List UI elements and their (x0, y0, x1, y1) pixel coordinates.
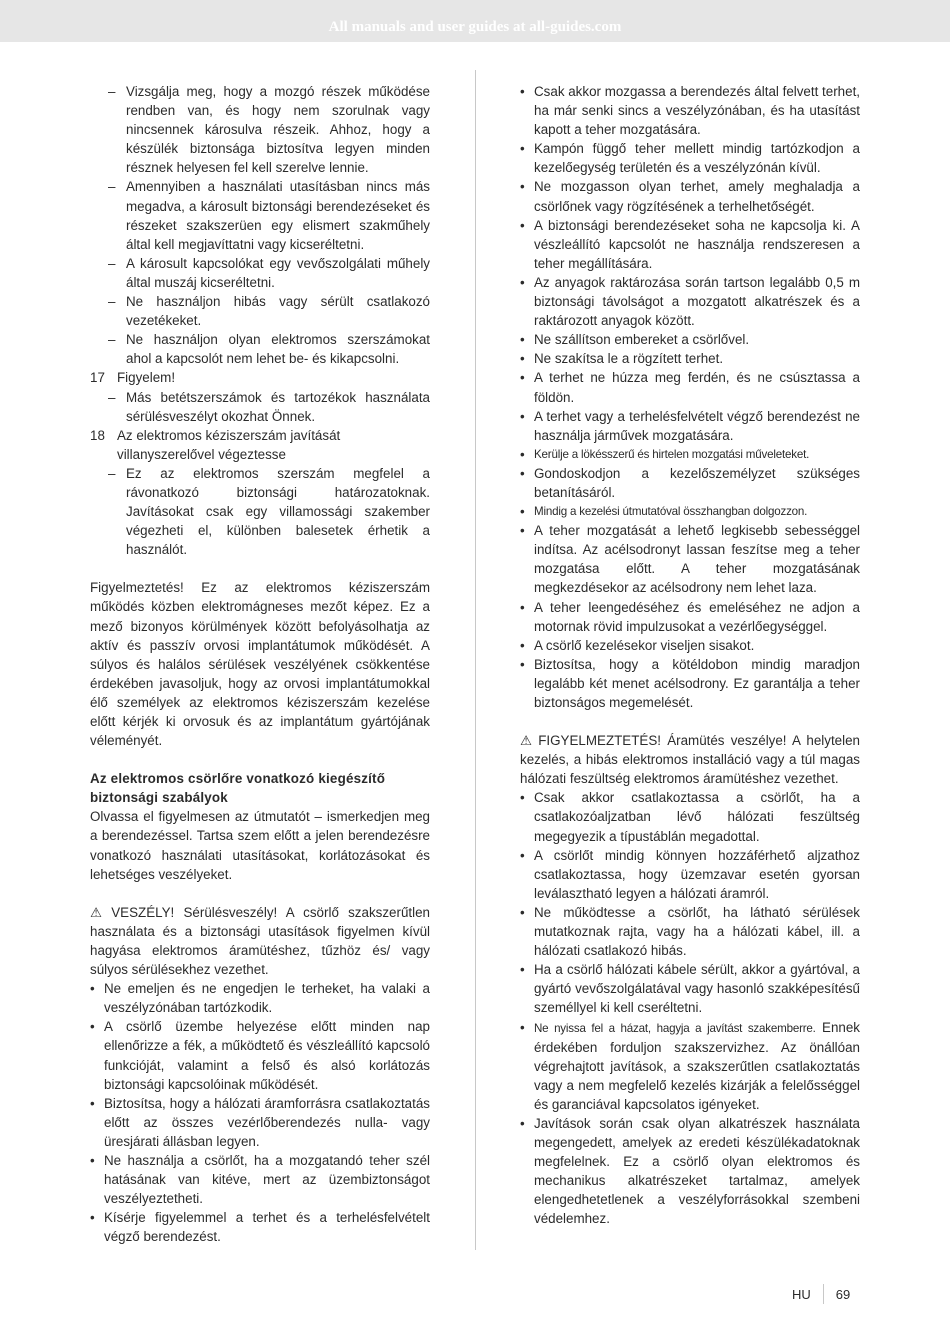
list-item: • Javítások során csak olyan alkatrészek használata megengedett, amelyek az eredeti készülékadatoknak megfelelnek. Ez a csörlő olyan elektromos és mechanikus alkatrészeket tartalmaz, amelyek elengedhetetlenek a veszélyforrásokkal szembeni védelemhez. (520, 1115, 860, 1227)
list-item: – Ne használjon hibás vagy sérült csatlakozó vezetékeket. (108, 294, 430, 329)
list-item: – Más betétszerszámok és tartozékok használata sérülésveszélyt okozhat Önnek. (108, 389, 430, 424)
language-code: HU (792, 1286, 811, 1302)
emf-warning-paragraph: Figyelmeztetés! Ez az elektromos kéziszerszám működés közben elektromágneses mezőt képez. Ez a mező bizonyos körülmények között befolyásolhatja az aktív és passzív orvosi implantátumok működését. A súlyos és halálos sérülések veszélyének csökkentése érdekében javasoljuk, hogy az orvosi implantátumokkal élő személyek az elektromos kéziszerszám kezelése előtt kérjék ki orvosuk és az implantátum gyártójának véleményét. (90, 580, 430, 749)
list-item: • Biztosítsa, hogy a hálózati áramforrásra csatlakoztatás előtt az összes vezérlőberendezés nulla- vagy üresjárati állásban legyen. (90, 1095, 430, 1149)
list-item: • Mindig a kezelési útmutatóval összhangban dolgozzon. (520, 504, 808, 520)
warning-triangle-icon: ⚠ (520, 733, 533, 749)
right-column (520, 82, 860, 1229)
list-item: • Biztosítsa, hogy a kötéldobon mindig maradjon legalább két menet acélsodrony. Ez garantálja a teher biztonságos megemelését. (520, 656, 860, 710)
list-item: • A terhet ne húzza meg ferdén, és ne csúsztassa a földön. (520, 370, 860, 405)
list-item: • Ne emeljen és ne engedjen le terheket, ha valaki a veszélyzónában tartózkodik. (90, 981, 430, 1016)
list-item: • Ha a csörlő hálózati kábele sérült, akkor a gyártóval, a gyártó vevőszolgálatával vagy hasonló szakképesítésű személlyel ki kell cseréltetni. (520, 962, 860, 1016)
list-item: • Kísérje figyelemmel a terhet és a terhelésfelvételt végző berendezést. (90, 1210, 430, 1245)
list-item: – Amennyiben a használati utasításban nincs más megadva, a károsult biztonsági berendezéseket és részeket szakszerüen egy elismert szakműhely által kell megjavíttatni vagy kicseréltetni. (108, 179, 430, 252)
list-item: – Ez az elektromos szerszám megfelel a rávonatkozó biztonsági határozatoknak. Javításokat csak egy villamossági szakember végezheti el, különben balesetek érhetik a használót. (108, 465, 430, 558)
list-item: – A károsult kapcsolókat egy vevőszolgálati műhely által muszáj kicseréltetni. (108, 255, 430, 290)
list-item: • Ne mozgasson olyan terhet, amely meghaladja a csörlőnek vagy rögzítésének a terhelhetőségét. (520, 179, 860, 214)
list-item: • Csak akkor csatlakoztassa a csörlőt, ha a csatlakozóaljzatban lévő hálózati feszültség megegyezik a típustáblán megadottal. (520, 790, 860, 844)
list-item: – Vizsgálja meg, hogy a mozgó részek működése rendben van, és hogy nem szorulnak vagy nincsennek károsulva részeik. Ahhoz, hogy a készülék biztonsága biztosítva legyen minden résznek helyesen fel kell szerelve lennie. (108, 84, 430, 176)
list-item: • A teher mozgatását a lehető legkisebb sebességgel indítsa. Az acélsodronyt lassan feszítse meg a teher mozgatása előtt. A teher mozgatásának megkezdésekor az acélsodrony nem lehet laza. (520, 523, 860, 596)
list-item: • Ne nyissa fel a házat, hagyja a javítást szakemberre. Ennek érdekében forduljon szakszervizhez. Az önállóan végrehajtott javítások, a szakszerűtlen csatlakoztatás vagy a nem megfelelő kezelés kizárják a felelősséggel és garanciával kapcsolatos igényeket. (520, 1019, 860, 1112)
numbered-item-17: 17 Figyelem! (90, 370, 176, 386)
list-item: • A terhet vagy a terhelésfelvételt végző berendezést ne használja járművek mozgatására. (520, 408, 860, 443)
warning-triangle-icon: ⚠ (90, 904, 103, 920)
list-item: • A csörlő kezelésekor viseljen sisakot. (520, 637, 755, 653)
page-number: 69 (835, 1286, 851, 1302)
list-item: – Ne használjon olyan elektromos szerszámokat ahol a kapcsolót nem lehet be- és kikapcsolni. (108, 332, 430, 367)
list-item: • A biztonsági berendezéseket soha ne kapcsolja ki. A vészleállító kapcsolót ne használja rendszeresen a teher megállítására. (520, 217, 860, 271)
electric-shock-warning-paragraph: ⚠ FIGYELMEZTETÉS! Áramütés veszélye! A helytelen kezelés, a hibás elektromos installáció vagy a túl magas hálózati feszültség elektromos áramütéshez vezethet. (520, 733, 860, 787)
list-item: • A csörlő üzembe helyezése előtt minden nap ellenőrizze a fék, a működtető és vészleállító kapcsoló funkcióját, valamint a felső és alsó korlátozás biztonsági kapcsolóinak működését. (90, 1019, 430, 1092)
list-item: • Ne szakítsa le a rögzített terhet. (520, 351, 724, 367)
list-item: • A csörlőt mindig könnyen hozzáférhető aljzathoz csatlakoztassa, hogy üzemzavar esetén gyorsan leválasztható legyen a hálózati áramról. (520, 847, 860, 901)
list-item: • Ne használja a csörlőt, ha a mozgatandó teher szél hatásának van kitéve, mert az üzembiztonságot veszélyeztetheti. (90, 1152, 430, 1207)
footer-divider (823, 1284, 824, 1304)
list-item: • Gondoskodjon a kezelőszemélyzet szükséges betanításáról. (520, 465, 860, 500)
left-column (90, 82, 430, 1246)
list-item: • Kampón függő teher mellett mindig tartózkodjon a kezelőegység területén és a veszélyzónán kívül. (520, 141, 860, 176)
site-banner: All manuals and user guides at all-guides.com (0, 0, 950, 42)
section-heading: Az elektromos csörlőre vonatkozó kiegészítő biztonsági szabályok (90, 771, 386, 806)
list-item: • A teher leengedéséhez és emeléséhez ne adjon a motornak rövid impulzusokat a vezérlőegységgel. (520, 599, 860, 634)
danger-paragraph: ⚠ VESZÉLY! Sérülésveszély! A csörlő szakszerűtlen használata és a biztonsági utasítások figyelmen kívül hagyása elektromos áramütéshez, tűzhöz és/ vagy súlyos sérülésekhez vezethet. (90, 904, 430, 978)
column-divider (475, 70, 476, 1250)
numbered-item-18: 18 Az elektromos kéziszerszám javítását villanyszerelővel végeztesse (90, 427, 341, 462)
list-item: • Kerülje a lökésszerű és hirtelen mozgatási műveleteket. (520, 446, 810, 462)
page-footer (792, 1284, 850, 1304)
list-item: • Ne szállítson embereket a csörlővel. (520, 332, 750, 348)
list-item: • Az anyagok raktározása során tartson legalább 0,5 m biztonsági távolságot a mozgatott alkatrészek és a raktározott anyagok között. (520, 274, 860, 329)
intro-paragraph: Olvassa el figyelmesen az útmutatót – ismerkedjen meg a berendezéssel. Tartsa szem előtt a jelen berendezésre vonatkozó használati utasításokat, korlátozásokat és lehetséges veszélyeket. (90, 809, 430, 882)
list-item: • Ne működtesse a csörlőt, ha látható sérülések mutatkoznak rajta, vagy ha a hálózati kábel, ill. a hálózati csatlakozó hibás. (520, 904, 860, 959)
list-item: • Csak akkor mozgassa a berendezés által felvett terhet, ha már senki sincs a veszélyzónában, és ha utasítást kapott a teher mozgatására. (520, 84, 861, 138)
